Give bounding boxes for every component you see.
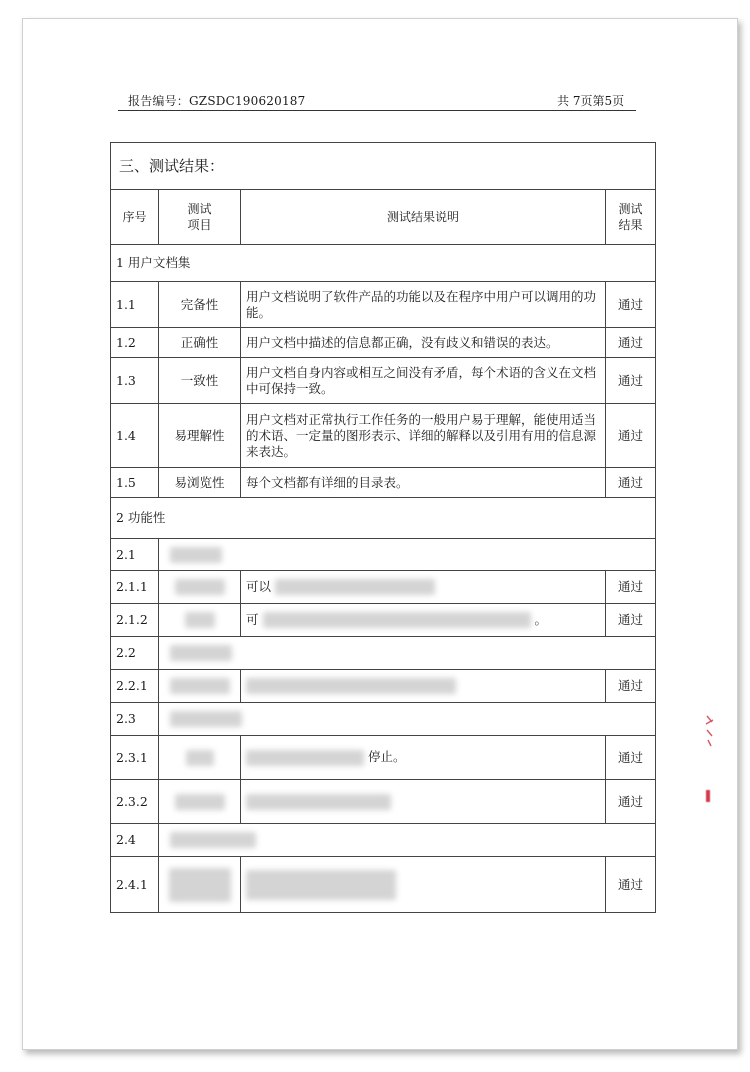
group-row-functionality (111, 498, 656, 539)
row-result: 通过 (606, 857, 656, 913)
row-result: 通过 (606, 571, 656, 604)
row-result: 通过 (606, 670, 656, 703)
table-row (111, 571, 656, 604)
redacted-text (246, 678, 456, 694)
header-rule (118, 110, 636, 111)
row-number: 1.5 (111, 468, 159, 498)
row-number: 1.4 (111, 404, 159, 468)
section-title: 三、测试结果： (111, 143, 656, 190)
row-number: 2.3 (111, 703, 159, 736)
row-description: 用户文档说明了软件产品的功能以及在程序中用户可以调用的功能。 (241, 282, 606, 328)
row-item: 正确性 (159, 328, 241, 358)
group-row-user-docs (111, 245, 656, 282)
description-visible-end: 停止。 (367, 749, 406, 765)
redacted-text (170, 832, 256, 848)
table-header-row (111, 190, 656, 245)
row-item-redacted (159, 857, 241, 913)
group-title-functionality: 2 功能性 (111, 498, 656, 539)
redacted-text (186, 750, 214, 766)
row-number: 2.3.2 (111, 780, 159, 824)
row-result: 通过 (606, 780, 656, 824)
row-description (241, 604, 606, 637)
column-header-seq: 序号 (111, 190, 159, 245)
redacted-text (170, 645, 232, 661)
table-row (111, 358, 656, 404)
row-number: 2.2 (111, 637, 159, 670)
row-description: 用户文档自身内容或相互之间没有矛盾，每个术语的含义在文档中可保持一致。 (241, 358, 606, 404)
redacted-text (170, 547, 222, 563)
group-title-user-docs: 1 用户文档集 (111, 245, 656, 282)
subgroup-row (111, 637, 656, 670)
row-number: 1.2 (111, 328, 159, 358)
subgroup-row (111, 539, 656, 571)
row-number: 2.4.1 (111, 857, 159, 913)
redacted-subgroup-title (159, 703, 656, 736)
redacted-text (170, 711, 242, 727)
column-header-item-line2: 项目 (187, 218, 212, 232)
subgroup-row (111, 703, 656, 736)
row-item-redacted (159, 780, 241, 824)
redacted-text (246, 750, 364, 766)
description-visible-end: 。 (534, 611, 547, 627)
row-item-redacted (159, 604, 241, 637)
row-number: 1.3 (111, 358, 159, 404)
redacted-text (170, 678, 230, 694)
redacted-subgroup-title (159, 824, 656, 857)
table-row (111, 282, 656, 328)
row-description-redacted (241, 780, 606, 824)
table-row (111, 468, 656, 498)
redacted-text (275, 579, 435, 595)
redacted-text (246, 870, 396, 900)
row-number: 2.2.1 (111, 670, 159, 703)
column-header-result-line1: 测试 (618, 202, 643, 216)
subgroup-row (111, 824, 656, 857)
redacted-subgroup-title (159, 637, 656, 670)
row-item-redacted (159, 736, 241, 780)
redacted-text (169, 868, 231, 902)
row-number: 2.1 (111, 539, 159, 571)
column-header-result (606, 190, 656, 245)
redacted-subgroup-title (159, 539, 656, 571)
row-item: 一致性 (159, 358, 241, 404)
row-item: 完备性 (159, 282, 241, 328)
row-result: 通过 (606, 468, 656, 498)
test-results-table (110, 142, 656, 913)
row-result: 通过 (606, 604, 656, 637)
table-row (111, 736, 656, 780)
row-description-redacted (241, 670, 606, 703)
redacted-text (175, 579, 225, 595)
row-description-redacted (241, 857, 606, 913)
redacted-text (263, 612, 531, 628)
row-number: 2.3.1 (111, 736, 159, 780)
redacted-text (185, 612, 215, 628)
row-item: 易理解性 (159, 404, 241, 468)
report-number: 报告编号：GZSDC190620187 (128, 94, 306, 108)
stamp-fragment (706, 790, 710, 802)
row-number: 2.4 (111, 824, 159, 857)
row-result: 通过 (606, 282, 656, 328)
stamp-fragment (705, 712, 714, 752)
row-number: 2.1.2 (111, 604, 159, 637)
table-row (111, 404, 656, 468)
page-info: 共 7页第5页 (557, 94, 625, 108)
column-header-item (159, 190, 241, 245)
table-row (111, 328, 656, 358)
row-description (241, 736, 606, 780)
row-description: 用户文档对正常执行工作任务的一般用户易于理解，能使用适当的术语、一定量的图形表示、详细的解释以及引用有用的信息源来表达。 (241, 404, 606, 468)
row-item: 易浏览性 (159, 468, 241, 498)
column-header-desc: 测试结果说明 (241, 190, 606, 245)
table-row (111, 604, 656, 637)
column-header-result-line2: 结果 (618, 218, 643, 232)
row-item-redacted (159, 571, 241, 604)
row-number: 1.1 (111, 282, 159, 328)
row-description: 每个文档都有详细的目录表。 (241, 468, 606, 498)
redacted-text (246, 794, 391, 810)
redacted-text (175, 794, 225, 810)
description-visible-start: 可以 (246, 578, 272, 594)
row-item-redacted (159, 670, 241, 703)
row-result: 通过 (606, 736, 656, 780)
table-row (111, 670, 656, 703)
column-header-item-line1: 测试 (187, 202, 212, 216)
description-visible-start: 可 (246, 611, 259, 627)
table-row (111, 780, 656, 824)
row-number: 2.1.1 (111, 571, 159, 604)
row-description: 用户文档中描述的信息都正确，没有歧义和错误的表达。 (241, 328, 606, 358)
row-result: 通过 (606, 328, 656, 358)
section-title-row (111, 143, 656, 190)
row-description (241, 571, 606, 604)
row-result: 通过 (606, 404, 656, 468)
table-row (111, 857, 656, 913)
row-result: 通过 (606, 358, 656, 404)
